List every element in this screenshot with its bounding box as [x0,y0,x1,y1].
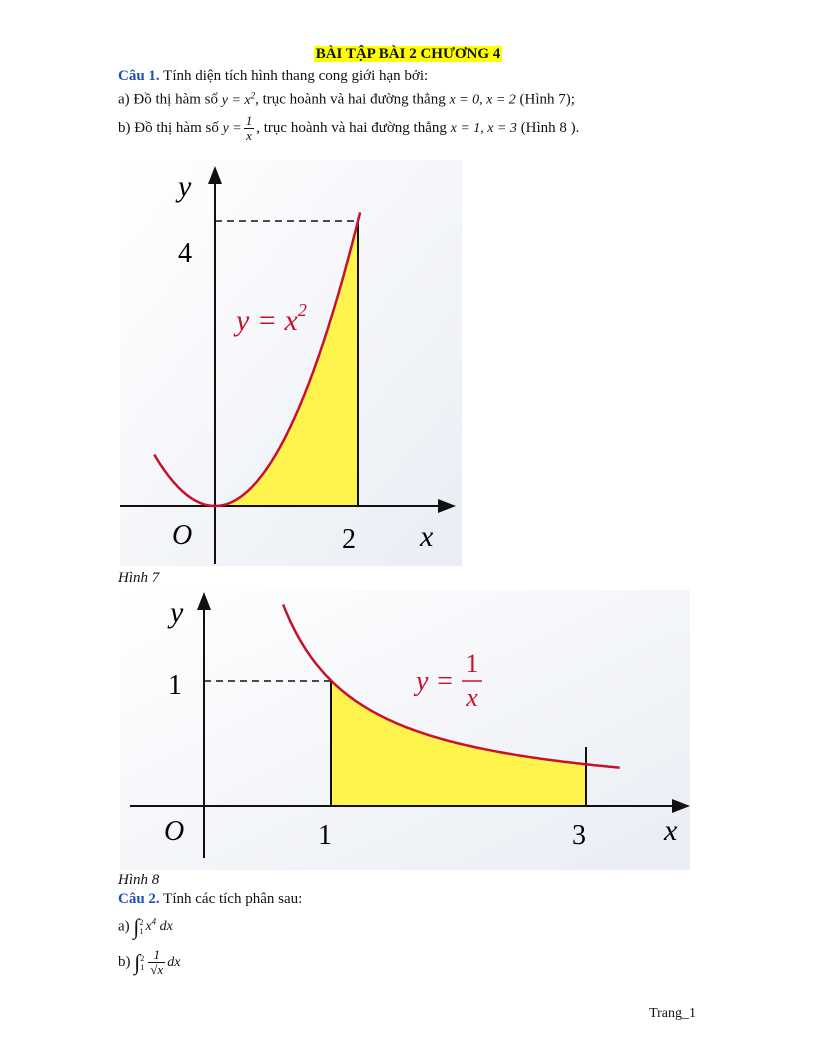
q2b-dx: dx [167,954,181,970]
fig8-caption: Hình 8 [118,872,160,888]
fig7-tick-y: 4 [178,238,192,269]
fig8-curve-num: 1 [465,649,479,678]
fig8-origin-label: O [164,816,185,847]
q1a-lines: x = 0, x = 2 [449,92,516,108]
q1-text: Tính diện tích hình thang cong giới hạn bởi: [163,68,429,84]
q2-label: Câu 2. [118,891,160,907]
q2a-limits: 2 1 [139,918,144,936]
q1b-fraction: $\frac{1}{x}$ [245,113,253,143]
q2b-prefix: b) [118,953,131,970]
fig7-origin-label: O [172,520,193,551]
fig7-curve-label: $y = x^2$ [236,300,307,337]
fig7-y-label: y [178,170,192,203]
q2b-integral-sign: ∫ [134,949,141,975]
fig8-y-label: y [170,596,184,629]
fig8-tick-y: 1 [168,670,182,701]
fig8-x-label: x [664,814,678,847]
figure-8 [120,590,690,870]
fig7-caption: Hình 7 [118,570,160,586]
q1a-middle: , trục hoành và hai đường thẳng [255,91,446,108]
fig7-x-label: x [420,520,434,553]
q2b-fraction: $\frac{1}{√x}$ [150,947,164,977]
q1-heading [118,68,428,85]
q2a-integrand: $x^4$ dx [145,916,173,935]
q2-text: Tính các tích phân sau: [163,891,303,907]
q1b-lines: x = 1, x = 3 [450,120,517,136]
q2a-prefix: a) [118,918,130,935]
q1-part-b [118,114,579,143]
q2b-limits: 2 1 [140,953,145,972]
q1-part-a [118,90,575,109]
q1b-func-lhs: y = [222,120,242,136]
figure-7 [120,160,462,566]
fig8-curve-den: x [466,683,478,712]
fig7-tick-x: 2 [342,524,356,555]
q1a-prefix: a) Đồ thị hàm số [118,91,218,108]
fig8-tick-x3: 3 [572,820,586,851]
q1b-middle: , trục hoành và hai đường thẳng [256,119,447,136]
q1b-ref: (Hình 8 ). [520,119,580,136]
fig8-curve-lhs: y = [416,666,455,697]
page-title: BÀI TẬP BÀI 2 CHƯƠNG 4 [315,46,501,62]
q1a-func: $y = x^2$ [221,90,256,108]
q1-label: Câu 1. [118,68,160,84]
q1b-prefix: b) Đồ thị hàm số [118,119,219,136]
q2-part-b [118,948,180,977]
page-footer: Trang_1 [649,1006,696,1021]
q2-part-a [118,914,173,940]
fig8-tick-x1: 1 [318,820,332,851]
q2-heading [118,891,302,908]
q1a-ref: (Hình 7); [519,91,575,108]
q2a-integral-sign: ∫ [133,914,140,939]
